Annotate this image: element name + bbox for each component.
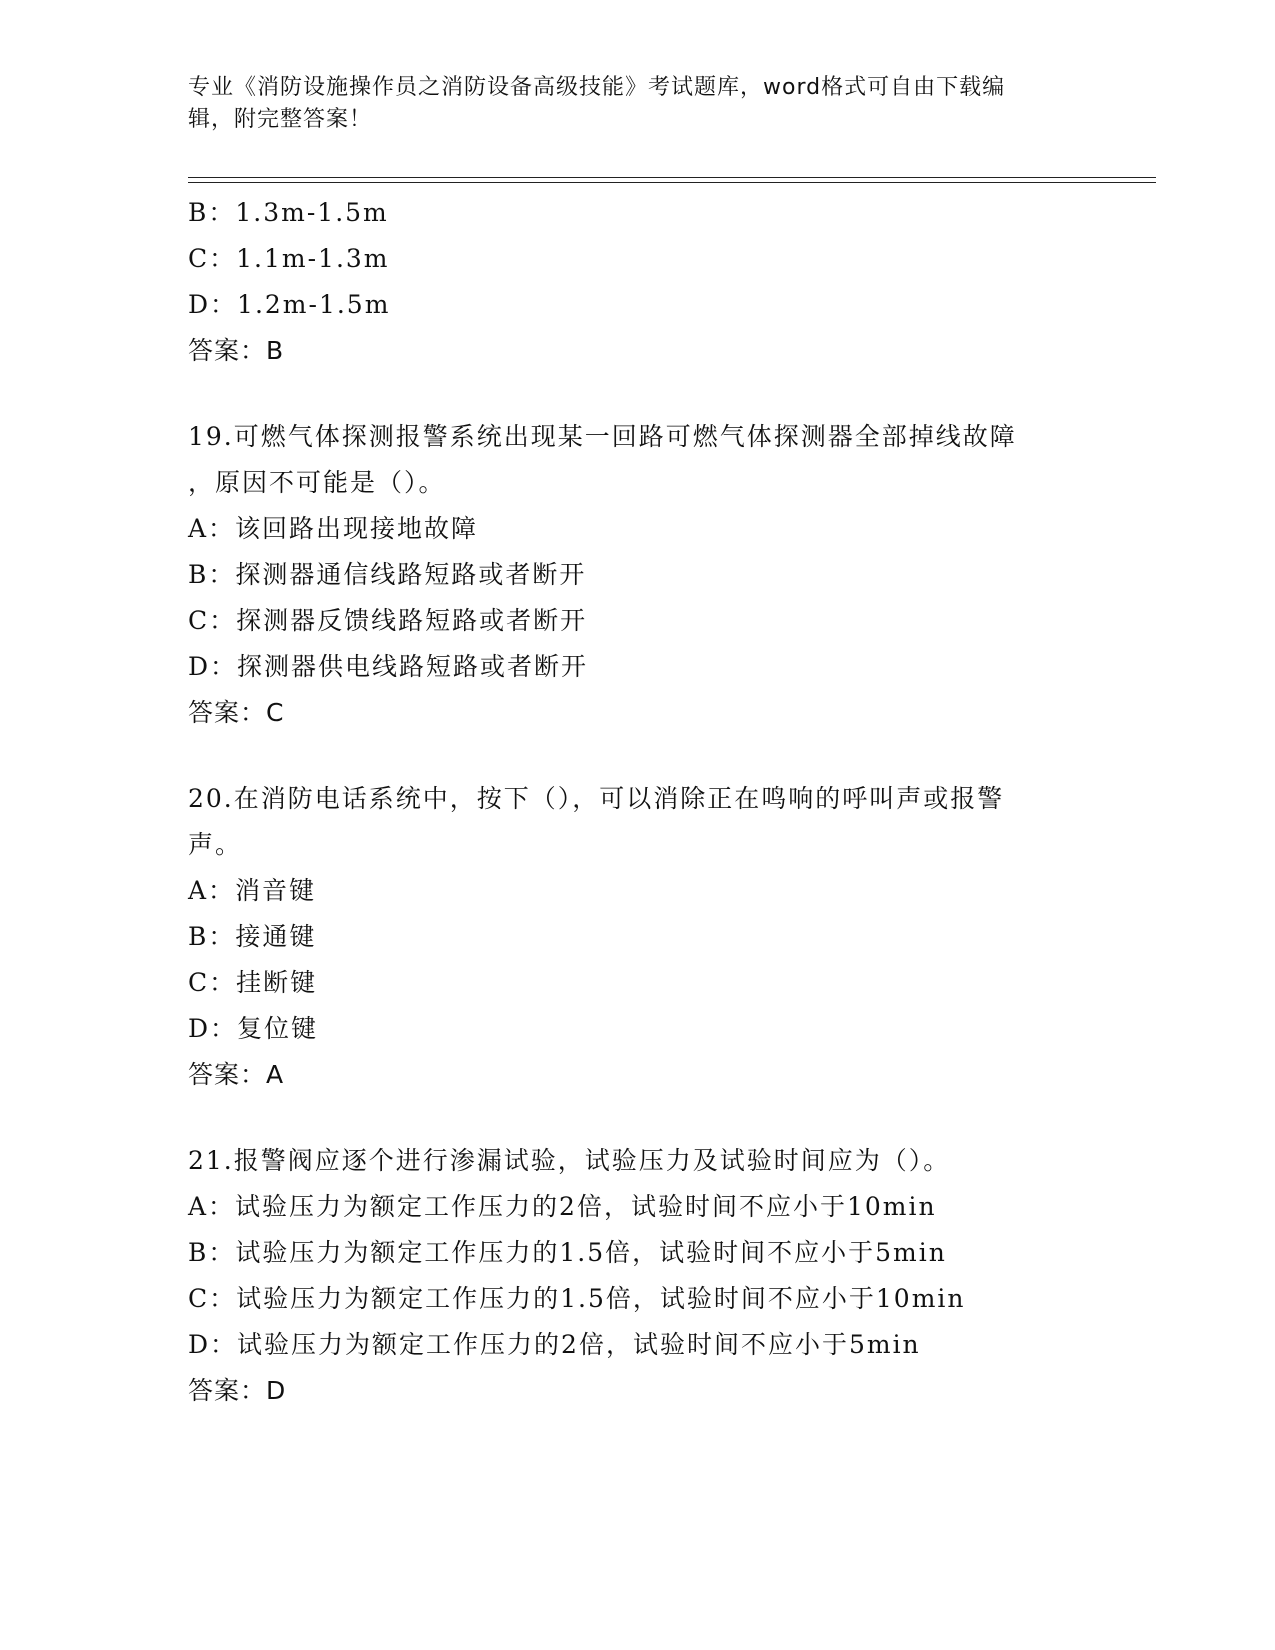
question-20 bbox=[188, 776, 1088, 1098]
question-stem: 21.报警阀应逐个进行渗漏试验，试验压力及试验时间应为（）。 bbox=[188, 1146, 951, 1175]
option-b: B：试验压力为额定工作压力的1.5倍，试验时间不应小于5min bbox=[188, 1238, 947, 1267]
question-18-tail bbox=[188, 190, 1088, 374]
option-b: B：探测器通信线路短路或者断开 bbox=[188, 560, 587, 589]
option-a: A：试验压力为额定工作压力的2倍，试验时间不应小于10min bbox=[188, 1192, 937, 1221]
option-c: C：挂断键 bbox=[188, 968, 318, 997]
option-d: D：探测器供电线路短路或者断开 bbox=[188, 652, 589, 681]
header-line-2: 辑，附完整答案！ bbox=[188, 107, 373, 132]
option-d: D：试验压力为额定工作压力的2倍，试验时间不应小于5min bbox=[188, 1330, 921, 1359]
option-d: D：复位键 bbox=[188, 1014, 319, 1043]
option-c: C：探测器反馈线路短路或者断开 bbox=[188, 606, 588, 635]
question-list bbox=[188, 190, 1088, 1414]
option-b: B：接通键 bbox=[188, 922, 317, 951]
question-stem-cont: ，原因不可能是（）。 bbox=[188, 468, 446, 497]
option-c: C：1.1m-1.3m bbox=[188, 244, 390, 273]
answer-line: 答案：C bbox=[188, 698, 285, 727]
answer-line: 答案：B bbox=[188, 336, 285, 365]
answer-line: 答案：D bbox=[188, 1376, 287, 1405]
header-line-1: 专业《消防设施操作员之消防设备高级技能》考试题库，word格式可自由下载编 bbox=[188, 75, 1006, 100]
header-divider-bottom bbox=[188, 182, 1156, 183]
question-stem: 20.在消防电话系统中，按下（），可以消除正在鸣响的呼叫声或报警 bbox=[188, 784, 1005, 813]
question-21 bbox=[188, 1138, 1088, 1414]
option-d: D：1.2m-1.5m bbox=[188, 290, 391, 319]
option-a: A：消音键 bbox=[188, 876, 317, 905]
header-divider-top bbox=[188, 177, 1156, 178]
question-stem: 19.可燃气体探测报警系统出现某一回路可燃气体探测器全部掉线故障 bbox=[188, 422, 1017, 451]
question-19 bbox=[188, 414, 1088, 736]
question-stem-cont: 声。 bbox=[188, 830, 243, 859]
answer-line: 答案：A bbox=[188, 1060, 285, 1089]
option-a: A：该回路出现接地故障 bbox=[188, 514, 479, 543]
option-b: B：1.3m-1.5m bbox=[188, 198, 389, 227]
document-header bbox=[188, 72, 1068, 136]
option-c: C：试验压力为额定工作压力的1.5倍，试验时间不应小于10min bbox=[188, 1284, 966, 1313]
